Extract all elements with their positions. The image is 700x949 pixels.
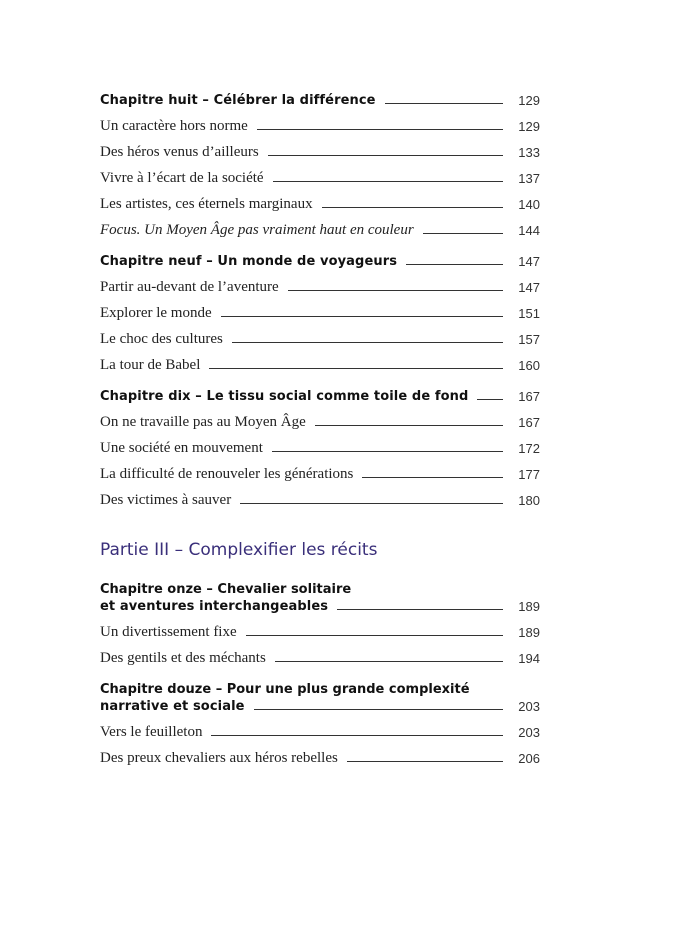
page-number: 140 — [518, 197, 540, 212]
page-number: 203 — [518, 699, 540, 714]
page-number: 167 — [518, 415, 540, 430]
section-title: Des héros venus d’ailleurs — [100, 144, 259, 160]
page-number: 133 — [518, 145, 540, 160]
section-title: Un caractère hors norme — [100, 118, 248, 134]
chapter-12-block — [100, 681, 540, 767]
chapter-10-block — [100, 388, 540, 509]
toc-chapter-entry[interactable] — [100, 388, 540, 405]
section-title: La tour de Babel — [100, 357, 201, 373]
section-title: Le choc des cultures — [100, 331, 223, 347]
page-number: 144 — [518, 223, 540, 238]
toc-section-entry[interactable] — [100, 279, 540, 296]
chapter-title-line-1: Chapitre douze – Pour une plus grande complexité — [100, 682, 470, 697]
toc-section-entry[interactable] — [100, 624, 540, 641]
toc-section-entry[interactable] — [100, 305, 540, 322]
page-number: 151 — [518, 306, 540, 321]
toc-section-entry[interactable] — [100, 331, 540, 348]
toc-section-entry[interactable] — [100, 196, 540, 213]
page-number: 160 — [518, 358, 540, 373]
dot-leader — [288, 290, 503, 291]
toc-section-entry[interactable] — [100, 750, 540, 767]
dot-leader — [240, 503, 503, 504]
section-title: Des victimes à sauver — [100, 492, 232, 508]
page-number: 147 — [518, 280, 540, 295]
section-title: Les artistes, ces éternels marginaux — [100, 196, 313, 212]
dot-leader — [209, 368, 503, 369]
page-number: 157 — [518, 332, 540, 347]
chapter-title-line-2-row — [100, 698, 540, 715]
chapter-title: Chapitre huit – Célébrer la différence — [100, 93, 376, 108]
dot-leader — [477, 399, 503, 400]
toc-section-entry[interactable] — [100, 440, 540, 457]
chapter-11-block — [100, 581, 540, 667]
section-title: Vivre à l’écart de la société — [100, 170, 264, 186]
dot-leader — [221, 316, 503, 317]
chapter-title-line-2: et aventures interchangeables — [100, 599, 329, 614]
page-number: 172 — [518, 441, 540, 456]
page-number: 189 — [518, 625, 540, 640]
section-title: Des preux chevaliers aux héros rebelles — [100, 750, 338, 766]
dot-leader — [246, 635, 503, 636]
section-title: Une société en mouvement — [100, 440, 263, 456]
toc-section-entry[interactable] — [100, 492, 540, 509]
toc-section-entry[interactable] — [100, 357, 540, 374]
page-number: 177 — [518, 467, 540, 482]
dot-leader — [272, 451, 503, 452]
page-number: 194 — [518, 651, 540, 666]
dot-leader — [254, 709, 503, 710]
section-title: Explorer le monde — [100, 305, 212, 321]
dot-leader — [385, 103, 503, 104]
dot-leader — [273, 181, 503, 182]
dot-leader — [423, 233, 503, 234]
page-number: 189 — [518, 599, 540, 614]
toc-chapter-entry[interactable] — [100, 681, 540, 715]
dot-leader — [347, 761, 503, 762]
toc-section-entry[interactable] — [100, 414, 540, 431]
page-number: 203 — [518, 725, 540, 740]
section-title: La difficulté de renouveler les générations — [100, 466, 354, 482]
dot-leader — [315, 425, 503, 426]
page-number: 147 — [518, 254, 540, 269]
toc-focus-entry[interactable] — [100, 222, 540, 239]
chapter-title-line-1: Chapitre onze – Chevalier solitaire — [100, 582, 352, 597]
dot-leader — [232, 342, 503, 343]
section-title: Vers le feuilleton — [100, 724, 203, 740]
section-title: Partir au-devant de l’aventure — [100, 279, 279, 295]
page-number: 206 — [518, 751, 540, 766]
dot-leader — [257, 129, 503, 130]
page-number: 180 — [518, 493, 540, 508]
dot-leader — [268, 155, 503, 156]
chapter-title-line-2-row — [100, 598, 540, 615]
chapter-title: Chapitre neuf – Un monde de voyageurs — [100, 254, 398, 269]
toc-section-entry[interactable] — [100, 144, 540, 161]
dot-leader — [337, 609, 503, 610]
dot-leader — [211, 735, 503, 736]
chapter-9-block — [100, 253, 540, 374]
page-number: 129 — [518, 93, 540, 108]
toc-chapter-entry[interactable] — [100, 92, 540, 109]
section-title: Un divertissement fixe — [100, 624, 237, 640]
page-number: 167 — [518, 389, 540, 404]
section-title: On ne travaille pas au Moyen Âge — [100, 414, 306, 430]
table-of-contents — [100, 92, 540, 781]
dot-leader — [406, 264, 503, 265]
toc-section-entry[interactable] — [100, 466, 540, 483]
dot-leader — [322, 207, 503, 208]
section-title: Focus. Un Moyen Âge pas vraiment haut en couleur — [100, 222, 414, 238]
page-number: 137 — [518, 171, 540, 186]
toc-section-entry[interactable] — [100, 118, 540, 135]
chapter-8-block — [100, 92, 540, 239]
toc-chapter-entry[interactable] — [100, 581, 540, 615]
toc-chapter-entry[interactable] — [100, 253, 540, 270]
toc-section-entry[interactable] — [100, 170, 540, 187]
dot-leader — [362, 477, 503, 478]
page-number: 129 — [518, 119, 540, 134]
chapter-title: Chapitre dix – Le tissu social comme toile de fond — [100, 389, 469, 404]
part-title[interactable]: Partie III – Complexifier les récits — [100, 540, 378, 560]
toc-section-entry[interactable] — [100, 650, 540, 667]
dot-leader — [275, 661, 503, 662]
chapter-title-line-2: narrative et sociale — [100, 699, 245, 714]
toc-section-entry[interactable] — [100, 724, 540, 741]
section-title: Des gentils et des méchants — [100, 650, 266, 666]
